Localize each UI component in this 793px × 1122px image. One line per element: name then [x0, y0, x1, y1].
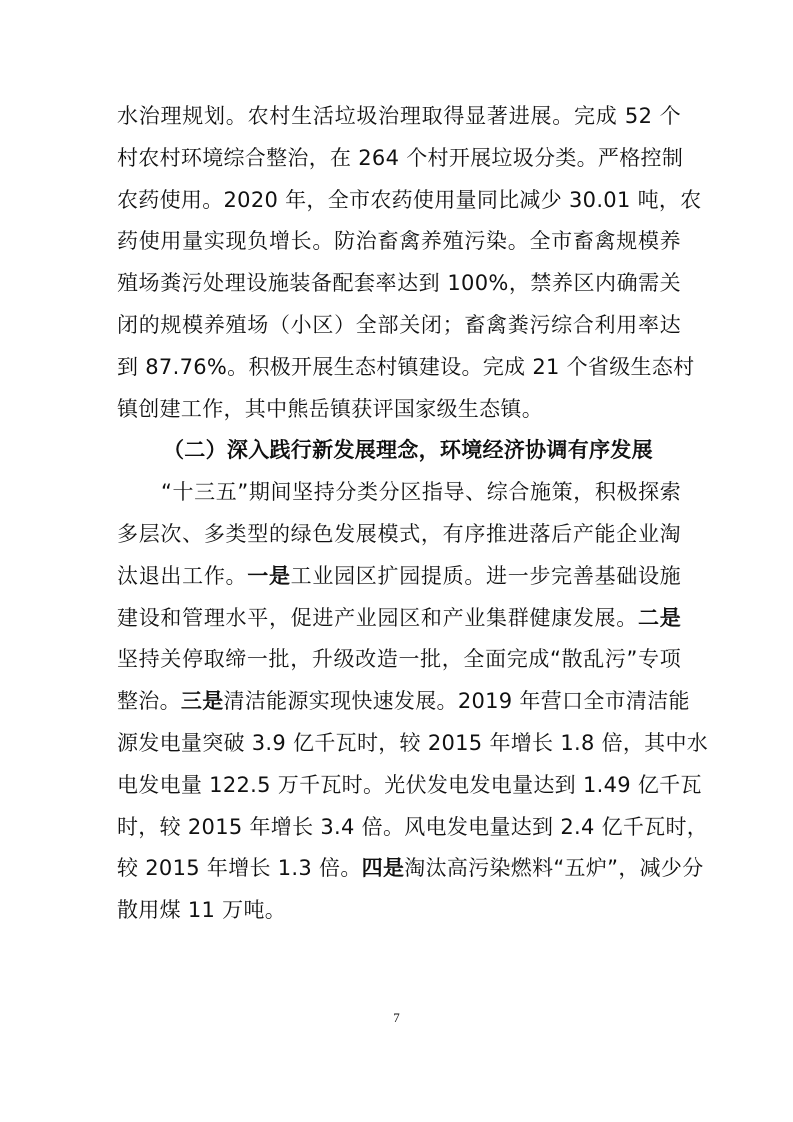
text-line — [117, 807, 709, 849]
text-line — [117, 514, 681, 556]
text-segment: 较 2015 年增长 1.3 倍。 — [117, 856, 362, 881]
text-line — [117, 263, 681, 305]
text-line — [117, 765, 702, 807]
text-segment: 源发电量突破 3.9 亿千瓦时，较 2015 年增长 1.8 倍，其中水 — [117, 730, 709, 755]
text-segment: 农药使用。2020 年，全市农药使用量同比减少 30.01 吨，农 — [117, 187, 702, 212]
text-segment: （二）深入践行新发展理念，环境经济协调有序发展 — [163, 438, 653, 463]
text-line — [117, 639, 681, 681]
text-segment: 镇创建工作，其中熊岳镇获评国家级生态镇。 — [117, 396, 543, 421]
text-line — [117, 389, 681, 431]
text-line — [117, 221, 681, 263]
bold-text-segment: 四是 — [361, 856, 405, 881]
text-segment: 清洁能源实现快速发展。2019 年营口全市清洁能 — [223, 689, 690, 714]
text-segment: 村农村环境综合整治，在 264 个村开展垃圾分类。严格控制 — [117, 145, 684, 170]
text-line — [117, 681, 690, 723]
text-line — [117, 556, 681, 598]
text-segment: 建设和管理水平，促进产业园区和产业集群健康发展。 — [117, 605, 638, 630]
text-line — [117, 347, 695, 389]
text-line — [117, 138, 684, 180]
text-segment: 汰退出工作。 — [117, 563, 248, 588]
bold-text-segment: 二是 — [637, 605, 681, 630]
bold-text-segment: 三是 — [180, 689, 224, 714]
text-segment: 坚持关停取缔一批，升级改造一批，全面完成“散乱污”专项 — [117, 647, 681, 672]
text-segment: 药使用量实现负增长。防治畜禽养殖污染。全市畜禽规模养 — [117, 229, 681, 254]
text-line — [117, 598, 681, 640]
text-line — [117, 96, 681, 138]
text-segment: 多层次、多类型的绿色发展模式，有序推进落后产能企业淘 — [117, 521, 681, 546]
text-segment: 水治理规划。农村生活垃圾治理取得显著进展。完成 52 个 — [117, 104, 681, 128]
text-segment: 工业园区扩园提质。进一步完善基础设施 — [290, 563, 681, 588]
text-line — [117, 305, 681, 347]
text-line — [117, 723, 709, 765]
text-segment: 整治。 — [117, 689, 181, 714]
text-line — [117, 180, 702, 222]
text-segment: 淘汰高污染燃料“五炉”，减少分 — [404, 856, 704, 881]
text-segment: 殖场粪污处理设施装备配套率达到 100%，禁养区内确需关 — [117, 271, 681, 296]
text-segment: 到 87.76%。积极开展生态村镇建设。完成 21 个省级生态村 — [117, 354, 695, 379]
text-segment: 时，较 2015 年增长 3.4 倍。风电发电量达到 2.4 亿千瓦时， — [117, 814, 709, 839]
text-line — [117, 890, 681, 932]
text-line — [117, 848, 704, 890]
text-segment: 电发电量 122.5 万千瓦时。光伏发电发电量达到 1.49 亿千瓦 — [117, 772, 702, 797]
body-text — [117, 96, 709, 932]
bold-text-segment: 一是 — [247, 563, 291, 588]
text-line — [117, 472, 681, 514]
text-segment: “十三五”期间坚持分类分区指导、综合施策，积极探索 — [161, 480, 681, 505]
section-heading — [117, 430, 681, 472]
text-segment: 闭的规模养殖场（小区）全部关闭；畜禽粪污综合利用率达 — [117, 312, 681, 337]
page-number: 7 — [393, 1010, 400, 1025]
text-segment: 散用煤 11 万吨。 — [117, 898, 287, 923]
